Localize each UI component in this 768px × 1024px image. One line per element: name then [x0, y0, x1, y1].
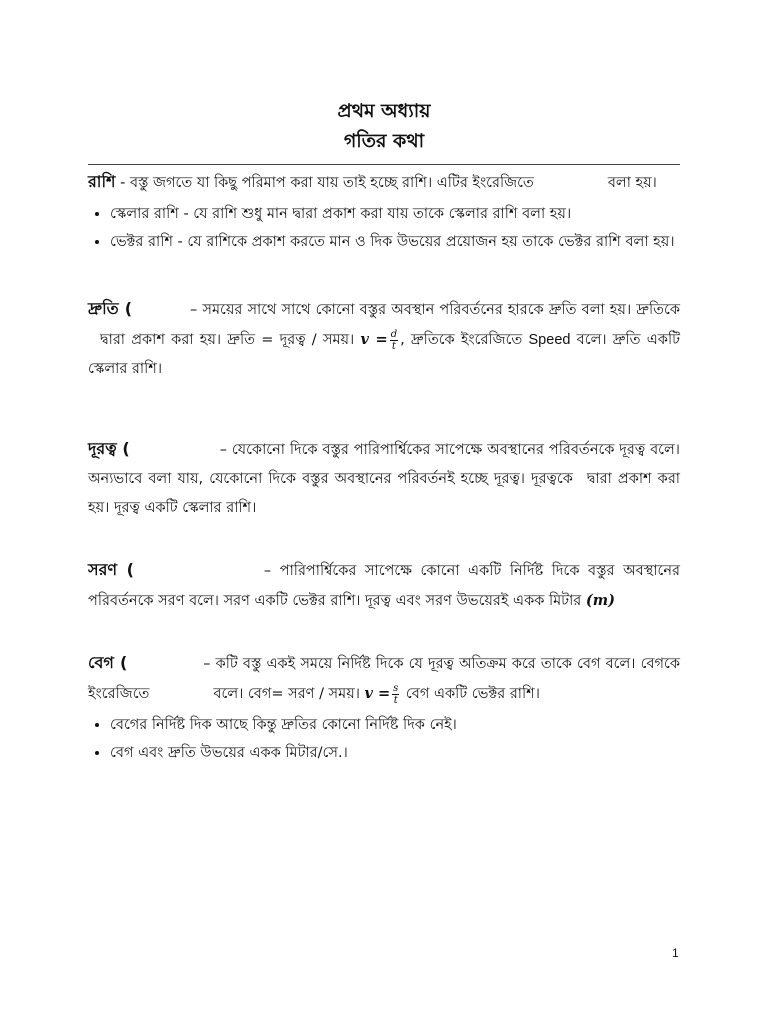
term-durotto: দূরত্ব (: [88, 439, 130, 458]
fraction-numerator: d: [390, 328, 398, 340]
beg-bullet-list: [88, 711, 680, 767]
term-druti: দ্রুতি (: [88, 299, 133, 318]
rashi-text-2: বলা হয়।: [607, 175, 657, 191]
section-soron: [88, 555, 680, 616]
list-item: • বেগ এবং দ্রুতি উভয়ের একক মিটার/সে.।: [110, 739, 680, 767]
section-durotto: [88, 434, 680, 523]
english-term-speed: Speed: [528, 332, 571, 348]
section-beg: [88, 648, 680, 767]
term-beg: বেগ (: [88, 653, 128, 672]
list-item: • ভেক্টর রাশি - যে রাশিকে প্রকাশ করতে মান ও দিক উভয়ের প্রয়োজন হয় তাকে ভেক্টর রাশি বলা হয়।: [110, 228, 680, 256]
document-page: [88, 96, 680, 767]
druti-text-2: দ্বারা প্রকাশ করা হয়। দ্রুতি = দূরত্ব / সময়।: [100, 332, 355, 348]
fraction-denominator: t: [391, 340, 396, 352]
rashi-bullet-list: [88, 200, 680, 256]
list-item: • বেগের নির্দিষ্ট দিক আছে কিন্তু দ্রুতির কোনো নির্দিষ্ট দিক নেই।: [110, 711, 680, 739]
durotto-text-1: – যেকোনো দিকে বস্তুর পারিপার্শ্বিকের সাপেক্ষে অবস্থানের পরিবর্তনকে দূরত্ব বলে। অন্যভাবে বলা যায়, যেকোনো দিকে বস্তুর অবস্থানের পরিবর্তনই হচ্ছে দূরত্ব। দূরত্বকে: [88, 442, 680, 487]
beg-paragraph: [88, 648, 680, 709]
term-soron: সরণ (: [88, 560, 134, 579]
velocity-formula-lhs: v =: [364, 685, 391, 702]
druti-text-3: , দ্রুতিকে ইংরেজিতে: [400, 332, 523, 348]
section-druti: [88, 294, 680, 384]
druti-text-1: – সময়ের সাথে সাথে কোনো বস্তুর অবস্থান পরিবর্তনের হারকে দ্রুতি বলা হয়। দ্রুতিকে: [190, 302, 680, 318]
rashi-paragraph: [88, 167, 680, 198]
list-item: • স্কেলার রাশি - যে রাশি শুধু মান দ্বারা প্রকাশ করা যায় তাকে স্কেলার রাশি বলা হয়।: [110, 200, 680, 228]
chapter-heading: প্রথম অধ্যায়: [337, 100, 431, 122]
druti-text-4: বলে। দ্রুতি একটি স্কেলার রাশি।: [88, 332, 680, 377]
beg-text-1: – কটি বস্তু একই সময়ে নির্দিষ্ট দিকে যে দূরত্ব অতিক্রম করে তাকে বেগ বলে। বেগকে ইংরেজিতে: [88, 656, 680, 702]
fraction-denominator: t: [393, 694, 398, 706]
fraction-numerator: s: [393, 682, 399, 694]
speed-formula-lhs: v =: [360, 331, 388, 348]
druti-paragraph: [88, 294, 680, 384]
chapter-title: গতির কথা: [343, 130, 425, 152]
title-divider: [88, 164, 680, 165]
soron-text-1: – পারিপার্শ্বিকের সাপেক্ষে কোনো একটি নির্দিষ্ট দিকে বস্তুর অবস্থানের পরিবর্তনকে সরণ বলে। সরণ একটি ভেক্টর রাশি। দূরত্ব এবং সরণ উভয়েরই একক মিটার: [88, 563, 680, 609]
page-number: 1: [672, 946, 679, 960]
section-rashi: [88, 167, 680, 256]
velocity-formula-fraction: [392, 683, 399, 706]
soron-paragraph: [88, 555, 680, 616]
beg-text-2: বলে। বেগ= সরণ / সময়।: [213, 686, 360, 702]
durotto-paragraph: [88, 434, 680, 523]
unit-meter: (m): [585, 592, 615, 609]
durotto-text-2: দ্বারা প্রকাশ করা হয়। দূরত্ব একটি স্কেলার রাশি।: [88, 471, 680, 516]
beg-text-3: বেগ একটি ভেক্টর রাশি।: [405, 686, 540, 702]
speed-formula-fraction: [390, 329, 398, 352]
rashi-text-1: - বস্তু জগতে যা কিছু পরিমাপ করা যায় তাই হচ্ছে রাশি। এটির ইংরেজিতে: [115, 175, 534, 191]
term-rashi: রাশি: [88, 172, 116, 191]
